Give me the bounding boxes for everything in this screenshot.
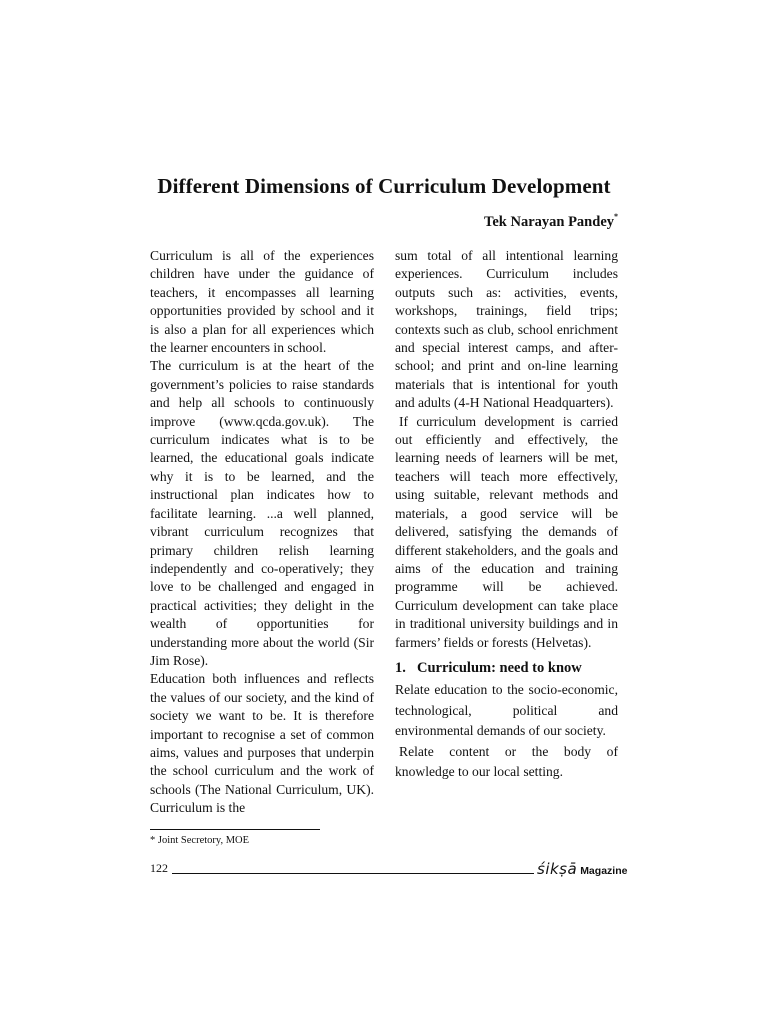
paragraph: If curriculum development is carried out efficiently and effectively, the learning needs of learners will be met, teachers will teach more effectively, using suitable, relevant methods and materials, a good service will be delivered, satisfying the demands of different stakeholders, and the goals and aims of the education and training programme will be achieved. Curriculum development can take place in traditional university buildings and in farmers’ fields or forests (Helvetas).: [395, 413, 618, 650]
list-item: Relate content or the body of knowledge to our local setting.: [395, 743, 618, 780]
left-column: [150, 247, 374, 818]
paragraph: The curriculum is at the heart of the government’s policies to raise standards and help all schools to continuously improve (www.qcda.gov.uk). The curriculum indicates what is to be learned, the educational goals indicate why it is to be learned, and the instructional plan indicates how to facilitate learning. ...a well planned, vibrant curriculum recognizes that primary children relish learning independently and co-operatively; they love to be challenged and engaged in practical activities; they delight in the wealth of opportunities for understanding more about the world (Sir Jim Rose).: [150, 358, 374, 668]
paragraph: sum total of all intentional learning experiences. Curriculum includes outputs such as: activities, events, workshops, trainings, field trips; contexts such as club, school enrichment and special interest camps, and after-school; and print and on-line learning materials that is intentional for youth and adults (4-H National Headquarters).: [395, 248, 618, 411]
right-column: [395, 247, 618, 783]
magazine-word: Magazine: [580, 865, 628, 877]
paragraph: Education both influences and reflects the values of our society, and the kind of society we want to be. It is therefore important to recognise a set of common aims, values and purposes that underpin the school curriculum and the work of schools (The National Curriculum, UK). Curriculum is the: [150, 671, 374, 816]
footnote: * Joint Secretory, MOE: [150, 835, 250, 846]
author-footnote-mark: *: [614, 212, 618, 221]
section-heading-text: Curriculum: need to know: [417, 659, 582, 676]
author-byline: [484, 213, 618, 231]
list-item: Relate education to the socio-economic, technological, political and environmental demands of our society.: [395, 682, 618, 739]
paragraph: Curriculum is all of the experiences children have under the guidance of teachers, it encompasses all learning opportunities provided by school and it is also a plan for all experiences which the learner encounters in school.: [150, 248, 374, 356]
magazine-brand: [537, 860, 627, 879]
footer-rule: [172, 873, 534, 874]
section-heading: [395, 659, 618, 677]
author-name: Tek Narayan Pandey: [484, 213, 614, 230]
article-title: Different Dimensions of Curriculum Development: [157, 174, 611, 198]
magazine-logo: śikṣā: [537, 860, 578, 878]
footnote-divider: [150, 829, 320, 830]
page-number: 122: [150, 861, 168, 875]
section-number: 1.: [395, 659, 406, 676]
